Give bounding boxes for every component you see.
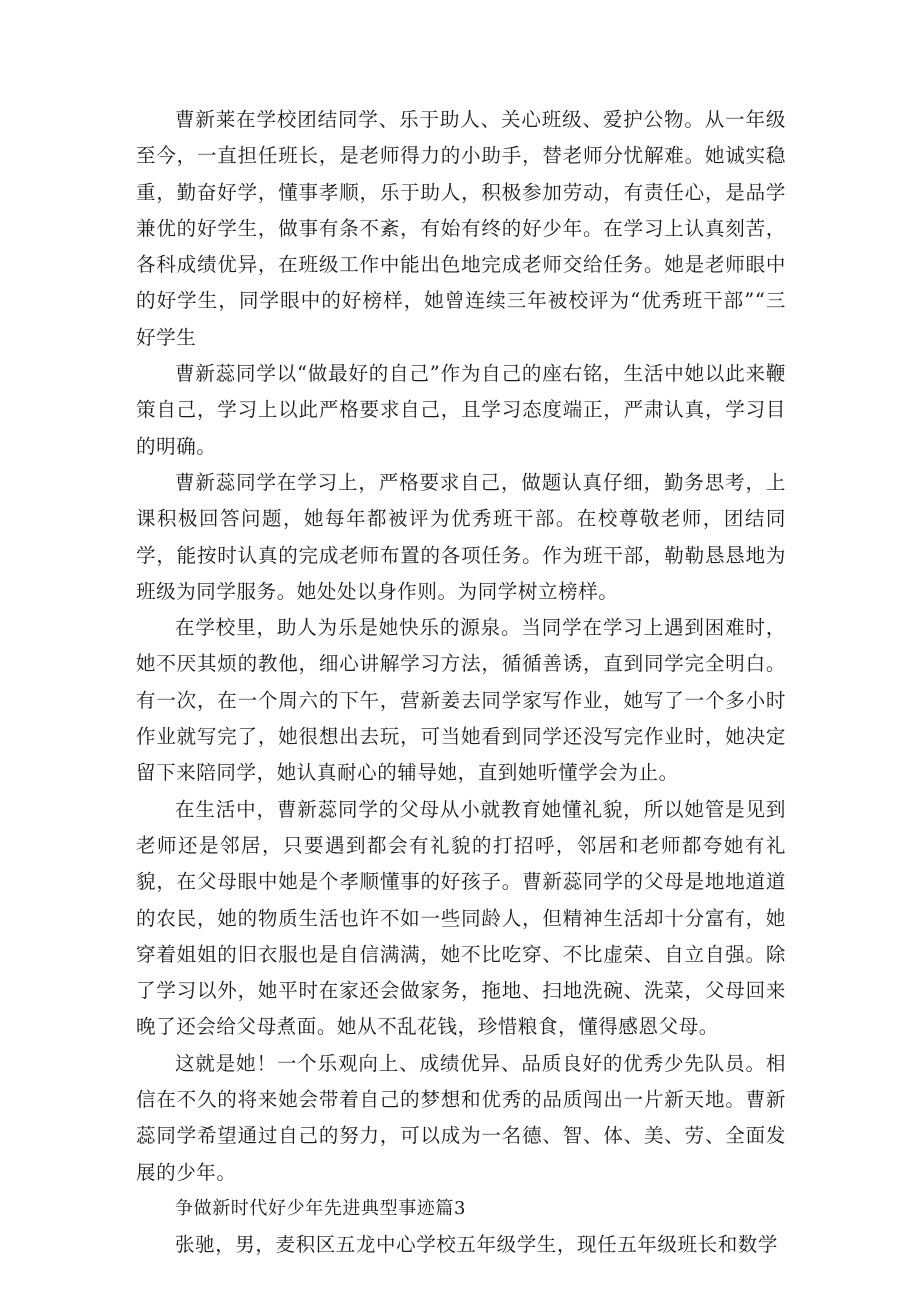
paragraph-7: 张驰，男，麦积区五龙中心学校五年级学生，现任五年级班长和数学 (175, 1233, 779, 1257)
paragraph-5: 在生活中，曹新蕊同学的父母从小就教育她懂礼貌，所以她管是见到老师还是邻居，只要遇到都会有礼貌的打招呼，邻居和老师都夸她有礼貌，在父母眼中她是个孝顺懂事的好孩子。曹新蕊同学的父母是地地道道的农民，她的物质生活也许不如一些同龄人，但精神生活却十分富有，她穿着姐姐的旧衣服也是自信满满，她不比吃穿、不比虚荣、自立自强。除了学习以外，她平时在家还会做家务，拖地、扫地洗碗、洗菜，父母回来晚了还会给父母煮面。她从不乱花钱，珍惜粮食，懂得感恩父母。 (136, 797, 786, 1039)
paragraph-4: 在学校里，助人为乐是她快乐的源泉。当同学在学习上遇到困难时，她不厌其烦的教他，细心讲解学习方法，循循善诱，直到同学完全明白。有一次，在一个周六的下午，营新姜去同学家写作业，她写了一个多小时作业就写完了，她很想出去玩，可当她看到同学还没写完作业时，她决定留下来陪同学，她认真耐心的辅导她，直到她听懂学会为止。 (136, 616, 786, 785)
section-heading: 争做新时代好少年先进典型事迹篇3 (175, 1197, 467, 1219)
document-body (136, 102, 786, 1264)
paragraph-2: 曹新蕊同学以“做最好的自己”作为自己的座右铭，生活中她以此来鞭策自己，学习上以此严格要求自己，且学习态度端正，严肃认真，学习目的明确。 (136, 362, 786, 458)
paragraph-1: 曹新莱在学校团结同学、乐于助人、关心班级、爱护公物。从一年级至今，一直担任班长，是老师得力的小助手，替老师分忧解难。她诚实稳重，勤奋好学，懂事孝顺，乐于助人，积极参加劳动，有责任心，是品学兼优的好学生，做事有条不紊，有始有终的好少年。在学习上认真刻苦，各科成绩优异，在班级工作中能出色地完成老师交给任务。她是老师眼中的好学生，同学眼中的好榜样，她曾连续三年被校评为“优秀班干部”“三好学生 (136, 108, 786, 349)
paragraph-3: 曹新蕊同学在学习上，严格要求自己，做题认真仔细，勤务思考，上课积极回答问题，她每年都被评为优秀班干部。在校尊敬老师，团结同学，能按时认真的完成老师布置的各项任务。作为班干部，勒勒恳恳地为班级为同学服务。她处处以身作则。为同学树立榜样。 (136, 470, 786, 603)
paragraph-6: 这就是她！一个乐观向上、成绩优异、品质良好的优秀少先队员。相信在不久的将来她会带着自己的梦想和优秀的品质闯出一片新天地。曹新蕊同学希望通过自己的努力，可以成为一名德、智、体、美、劳、全面发展的少年。 (136, 1051, 786, 1184)
